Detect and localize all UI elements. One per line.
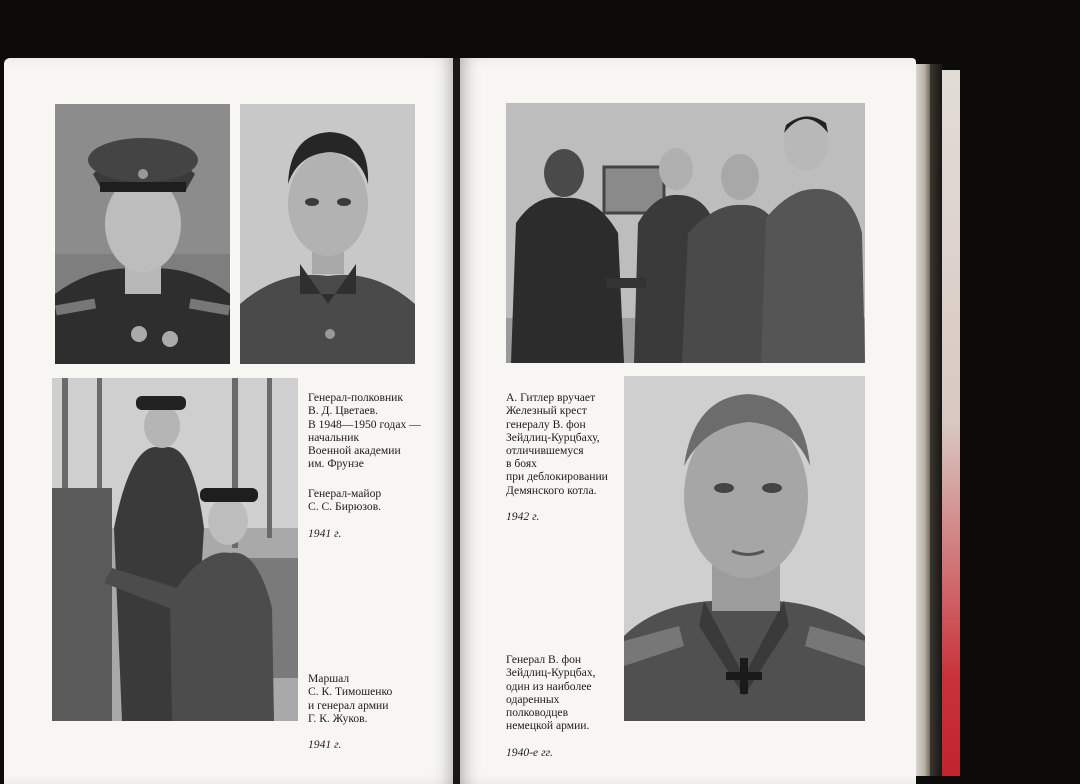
portrait-photo-seydlitz	[624, 376, 865, 721]
caption-text: Генерал-полковник В. Д. Цветаев. В 1948—1950 годах — начальник Военной академии им. Фрунзе	[308, 391, 421, 471]
caption-biryuzov	[308, 474, 448, 540]
portrait-photo-icon	[624, 376, 865, 721]
caption-text: Генерал В. фон Зейдлиц-Курцбах, один из наиболее одаренных полководцев немецкой армии.	[506, 653, 596, 733]
book-gutter	[453, 58, 460, 784]
portrait-photo-tsvetaev	[55, 104, 230, 364]
page-edges	[916, 64, 930, 776]
caption-seydlitz	[506, 640, 620, 759]
caption-timoshenko-zhukov	[308, 659, 448, 751]
caption-text: Маршал С. К. Тимошенко и генерал армии Г. К. Жуков.	[308, 672, 393, 725]
caption-text: А. Гитлер вручает Железный крест генералу В. фон Зейдлиц-Курцбаху, отличившемуся в боях при деблокировании Демянского котла.	[506, 391, 608, 497]
portrait-photo-icon	[240, 104, 415, 364]
portrait-photo-icon	[55, 104, 230, 364]
caption-year: 1941 г.	[308, 738, 342, 752]
portrait-photo-biryuzov	[240, 104, 415, 364]
group-photo-icon	[52, 378, 298, 721]
caption-tsvetaev	[308, 378, 448, 470]
caption-hitler-cross	[506, 378, 620, 523]
book-cover-edge	[942, 70, 960, 776]
group-photo-timoshenko-zhukov	[52, 378, 298, 721]
book-spine-shadow	[930, 64, 942, 776]
caption-year: 1941 г.	[308, 526, 342, 540]
group-photo-handshake	[506, 103, 865, 363]
caption-year: 1942 г.	[506, 510, 540, 524]
group-photo-icon	[506, 103, 865, 363]
caption-text: Генерал-майор С. С. Бирюзов.	[308, 487, 382, 514]
caption-year: 1940-е гг.	[506, 745, 553, 759]
